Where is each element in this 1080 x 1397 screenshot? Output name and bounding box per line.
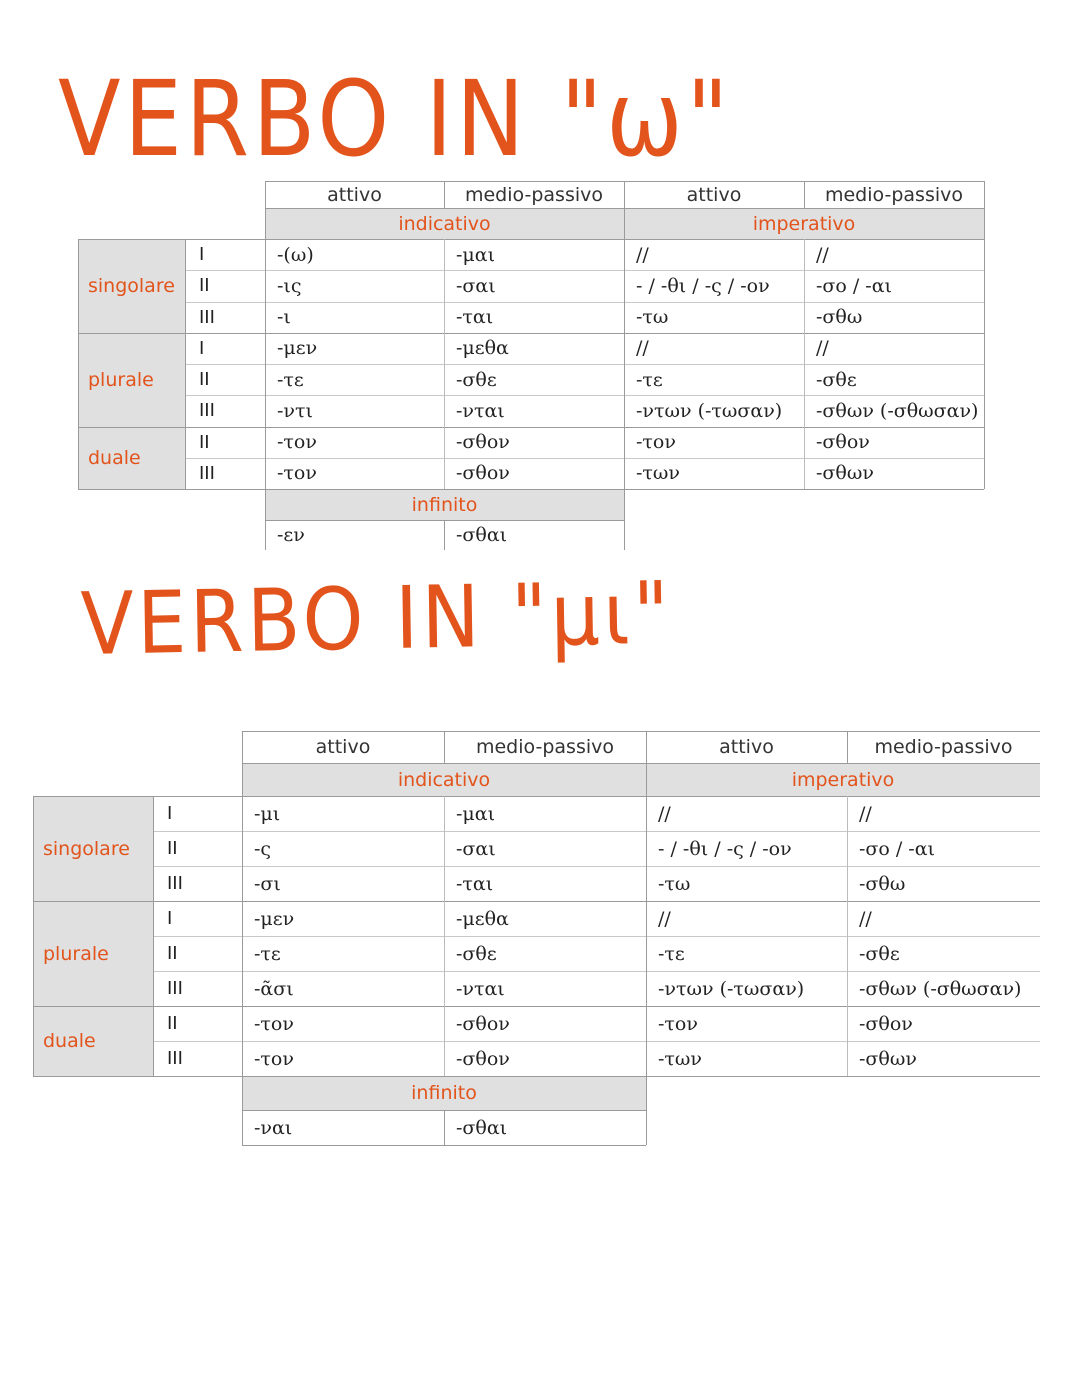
ending-imperativo-attivo: -τον — [636, 431, 676, 454]
ending-imperativo-attivo: -τε — [636, 368, 663, 391]
ending-indicativo-medio-passivo: -ται — [456, 306, 494, 329]
group-singolare: singolare — [33, 796, 153, 901]
ending-indicativo-medio-passivo: -σθον — [456, 431, 510, 454]
ending-imperativo-attivo: -τε — [658, 942, 685, 965]
ending-imperativo-attivo: -ντων (-τωσαν) — [636, 399, 783, 422]
ending-indicativo-attivo: -ς — [254, 837, 272, 860]
table-rule — [78, 333, 984, 334]
ending-indicativo-medio-passivo: -σθε — [456, 368, 497, 391]
ending-imperativo-medio-passivo: // — [816, 243, 829, 266]
ending-indicativo-attivo: -ις — [277, 274, 302, 297]
ending-indicativo-attivo: -(ω) — [277, 243, 314, 266]
person-number: III — [199, 462, 215, 484]
table-rule — [444, 520, 445, 550]
ending-indicativo-medio-passivo: -σαι — [456, 274, 496, 297]
ending-imperativo-medio-passivo: -σθων (-σθωσαν) — [816, 399, 979, 422]
table-rule — [33, 796, 1040, 797]
group-duale: duale — [33, 1006, 153, 1076]
band-infinito: infinito — [265, 489, 624, 520]
header-imperativo-attivo: attivo — [719, 736, 774, 758]
person-number: III — [199, 400, 215, 422]
table-rule — [185, 239, 186, 489]
ending-indicativo-attivo: -μι — [254, 802, 281, 825]
person-number: III — [167, 1048, 183, 1069]
ending-indicativo-attivo: -ντι — [277, 399, 313, 422]
band-indicativo: indicativo — [242, 763, 646, 796]
ending-indicativo-medio-passivo: -νται — [456, 399, 505, 422]
ending-imperativo-attivo: -τω — [658, 872, 691, 895]
infinito-attivo: -ναι — [254, 1116, 293, 1139]
table-rule — [847, 731, 848, 763]
ending-imperativo-medio-passivo: -σο / -αι — [816, 274, 893, 297]
ending-imperativo-medio-passivo: // — [859, 907, 872, 930]
table-rule — [78, 239, 984, 240]
ending-imperativo-attivo: -των — [658, 1047, 702, 1070]
ending-indicativo-medio-passivo: -σθον — [456, 1047, 510, 1070]
table-rule — [984, 181, 985, 489]
header-indicativo-medio-passivo: medio-passivo — [464, 183, 604, 206]
table-rule — [804, 181, 805, 208]
person-number: III — [167, 978, 183, 999]
table-rule — [804, 239, 805, 489]
ending-imperativo-attivo: // — [636, 337, 649, 360]
table-rule — [847, 796, 848, 1076]
ending-indicativo-attivo: -μεν — [254, 907, 295, 930]
ending-imperativo-medio-passivo: // — [859, 802, 872, 825]
header-imperativo-attivo: attivo — [686, 183, 742, 206]
title-verbo-omega: VERBO IN "ω" — [58, 58, 732, 180]
ending-imperativo-attivo: -των — [636, 462, 680, 485]
ending-imperativo-attivo: // — [658, 802, 671, 825]
person-number: III — [167, 873, 183, 894]
ending-imperativo-attivo: -τον — [658, 1012, 698, 1035]
group-duale: duale — [78, 427, 185, 490]
ending-imperativo-medio-passivo: -σθε — [859, 942, 900, 965]
table-rule — [242, 1145, 646, 1146]
table-rule — [33, 901, 1040, 902]
band-imperativo: imperativo — [646, 763, 1040, 796]
table-rule — [624, 181, 625, 550]
band-infinito: infinito — [242, 1076, 646, 1110]
ending-imperativo-attivo: -τω — [636, 306, 669, 329]
band-imperativo: imperativo — [624, 208, 984, 239]
ending-imperativo-attivo: // — [658, 907, 671, 930]
table-rule — [153, 936, 1040, 937]
ending-imperativo-attivo: -ντων (-τωσαν) — [658, 977, 805, 1000]
ending-indicativo-attivo: -ᾶσι — [254, 977, 294, 1000]
person-number: II — [199, 275, 210, 297]
infinito-medio-passivo: -σθαι — [456, 1116, 508, 1139]
person-number: II — [167, 838, 178, 859]
table-rule — [153, 796, 154, 1076]
ending-indicativo-medio-passivo: -σαι — [456, 837, 496, 860]
ending-imperativo-attivo: // — [636, 243, 649, 266]
ending-imperativo-medio-passivo: -σο / -αι — [859, 837, 936, 860]
header-indicativo-medio-passivo: medio-passivo — [475, 736, 615, 758]
ending-indicativo-medio-passivo: -μεθα — [456, 907, 509, 930]
ending-imperativo-medio-passivo: -σθω — [859, 872, 906, 895]
group-singolare: singolare — [78, 239, 185, 333]
ending-indicativo-attivo: -τε — [254, 942, 281, 965]
ending-indicativo-attivo: -τον — [277, 431, 317, 454]
header-indicativo-attivo: attivo — [327, 183, 382, 206]
band-indicativo: indicativo — [265, 208, 624, 239]
header-imperativo-medio-passivo: medio-passivo — [824, 183, 964, 206]
person-number: II — [167, 1013, 178, 1034]
ending-imperativo-attivo: - / -θι / -ς / -ον — [658, 837, 792, 860]
ending-imperativo-medio-passivo: -σθων — [859, 1047, 917, 1070]
ending-indicativo-attivo: -μεν — [277, 337, 318, 360]
ending-imperativo-medio-passivo: // — [816, 337, 829, 360]
title-verbo-mi: VERBO IN "μι" — [80, 563, 674, 675]
table-rule — [185, 395, 984, 396]
table-rule — [444, 181, 445, 208]
ending-indicativo-medio-passivo: -σθον — [456, 1012, 510, 1035]
table-rule — [185, 364, 984, 365]
ending-indicativo-medio-passivo: -μαι — [456, 243, 496, 266]
table-rule — [185, 458, 984, 459]
ending-indicativo-attivo: -τον — [277, 462, 317, 485]
ending-indicativo-medio-passivo: -νται — [456, 977, 505, 1000]
table-rule — [153, 866, 1040, 867]
person-number: II — [199, 431, 210, 453]
person-number: I — [199, 244, 205, 266]
ending-imperativo-attivo: - / -θι / -ς / -ον — [636, 274, 770, 297]
table-rule — [185, 302, 984, 303]
ending-indicativo-attivo: -τον — [254, 1012, 294, 1035]
header-indicativo-attivo: attivo — [315, 736, 371, 758]
person-number: I — [167, 908, 173, 929]
ending-indicativo-attivo: -σι — [254, 872, 281, 895]
table-rule — [242, 731, 1040, 732]
ending-imperativo-medio-passivo: -σθε — [816, 368, 857, 391]
table-rule — [153, 971, 1040, 972]
person-number: II — [199, 369, 210, 391]
ending-indicativo-attivo: -ι — [277, 306, 291, 329]
table-rule — [646, 731, 647, 1145]
table-rule — [78, 489, 984, 490]
table-rule — [242, 731, 243, 1145]
group-plurale: plurale — [33, 901, 153, 1006]
table-rule — [185, 270, 984, 271]
ending-indicativo-medio-passivo: -μαι — [456, 802, 496, 825]
table-rule — [33, 796, 34, 1076]
table-rule — [444, 1110, 445, 1145]
ending-imperativo-medio-passivo: -σθων (-σθωσαν) — [859, 977, 1022, 1000]
infinito-attivo: -εν — [277, 524, 305, 546]
table-rule — [33, 1006, 1040, 1007]
table-rule — [444, 239, 445, 489]
group-plurale: plurale — [78, 333, 185, 427]
person-number: I — [199, 337, 205, 359]
table-rule — [444, 796, 445, 1076]
person-number: II — [167, 943, 178, 964]
ending-imperativo-medio-passivo: -σθων — [816, 462, 874, 485]
person-number: I — [167, 803, 173, 824]
ending-indicativo-medio-passivo: -σθον — [456, 462, 510, 485]
header-imperativo-medio-passivo: medio-passivo — [874, 736, 1013, 758]
table-rule — [153, 1041, 1040, 1042]
table-rule — [33, 1076, 1040, 1077]
ending-indicativo-medio-passivo: -σθε — [456, 942, 497, 965]
table-rule — [242, 763, 1040, 764]
table-rule — [153, 831, 1040, 832]
ending-imperativo-medio-passivo: -σθον — [859, 1012, 913, 1035]
ending-indicativo-attivo: -τε — [277, 368, 304, 391]
table-rule — [265, 181, 266, 550]
infinito-medio-passivo: -σθαι — [456, 524, 508, 546]
table-rule — [78, 427, 984, 428]
ending-imperativo-medio-passivo: -σθω — [816, 306, 863, 329]
person-number: III — [199, 306, 215, 328]
table-rule — [444, 731, 445, 763]
ending-indicativo-medio-passivo: -μεθα — [456, 337, 509, 360]
ending-indicativo-attivo: -τον — [254, 1047, 294, 1070]
ending-imperativo-medio-passivo: -σθον — [816, 431, 870, 454]
ending-indicativo-medio-passivo: -ται — [456, 872, 494, 895]
table-rule — [78, 239, 79, 489]
